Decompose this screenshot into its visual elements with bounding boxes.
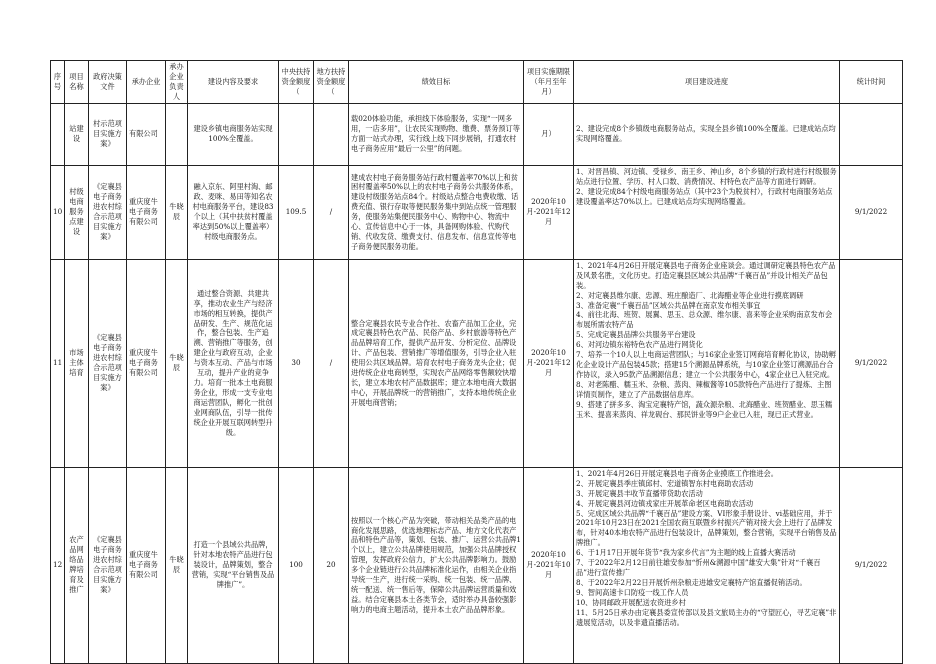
cell-company: 重庆度牛电子商务有限公司 xyxy=(127,467,166,663)
cell-name: 农产品网络品牌培育及推广 xyxy=(65,467,89,663)
cell-central-fund xyxy=(279,103,314,165)
cell-central-fund: 30 xyxy=(279,259,314,467)
header-goal: 绩效目标 xyxy=(349,61,524,104)
cell-stat-time xyxy=(840,103,903,165)
cell-content: 通过整合资源、共建共享，推动农业生产与经济市场的相互转换，提供产品研发、生产、规范化运作，整合包装、生产追溯、营销推广等服务，创建企业与政府互动，企业与资本互动、产品与市场互动，提升产业的竞争力。培育一批本土电商服务企业，形成一支专业电商运营团队，孵化一批创业网商队伍，引导一批传统企业开展互联网转型升级。 xyxy=(188,259,279,467)
cell-period: 2020年10月-2021年12月 xyxy=(524,165,574,259)
header-content: 建设内容及要求 xyxy=(188,61,279,104)
cell-period: 2020年10月-2021年10月 xyxy=(524,467,574,663)
cell-company: 重庆度牛电子商务有限公司 xyxy=(127,259,166,467)
cell-policy: 《定襄县电子商务进农村综合示范项目实施方案》 xyxy=(89,165,127,259)
cell-stat-time: 9/1/2022 xyxy=(840,259,903,467)
cell-central-fund: 100 xyxy=(279,467,314,663)
cell-seq xyxy=(51,103,65,165)
project-table xyxy=(50,60,903,664)
header-policy: 政府决策文件 xyxy=(89,61,127,104)
cell-goal: 建成农村电子商务服务站行政村覆盖率70%以上和贫困村覆盖率50%以上的农村电子商务公共服务体系，建设村级服务站点84个。村级站点整合电费收缴、话费充值、银行存取等便民服务集中到站点统一管理服务，使服务站集便民服务中心、购物中心、物流中心、宣传信息中心于一体，具备网购体验、代购代销、代收发货、缴费支付、信息发布、信息宣传等电子商务便民服务功能。 xyxy=(349,165,524,259)
cell-progress: 1、2021年4月26日开展定襄县电子商务企业摸底工作推进会。 2、开展定襄县季庄镇邱村、宏道镇智东村电商助农活动 3、开展定襄县丰收节直播带货助农活动 4、开展定襄县河边镇戎家庄开展革命老区电商助农活动 5、完成区域公共品牌“千襄百品”建设方案、VI形象手册设计、vi基础应用，并于2021年10月23日在2021全国农商互联暨乡村振兴产销对接大会上进行了品牌发布，针对40本地农特产品进行包装设计，品牌策划，整合营销，实现平台销售及品牌推广。 6、于1月17日开展年货节“我为家乡代言”为主题的线上直播大赛活动 7、于2022年2月12日前往雄安参加“忻州&溯源中国”雄安大集”针对“千襄百品”进行宣传推广 8、于2022年2月22日开展忻州杂粮走进雄安定襄特产馆直播促销活动。 9、智间高速卡口防疫一线工作人员 10、协同邮政开展配送农资进乡村 11、5月25日承办由定襄县委宣传部以及县文旅局主办的“守望匠心，寻艺定襄”非遗展览活动，以及非遗直播活动。 xyxy=(574,467,840,663)
cell-goal: 按照以一个核心产品为突破，带动相关品类产品的电商化发展思路，优选地理标志产品、地方文化代表产品和特色产品等，策划、包装、推广、运营公共品牌1个以上，建立公共品牌使用规范，加强公共品牌授权管理，发挥政府公信力，扩大公共品牌影响力。鼓励多个企业链进行公共品牌标准化运作，由相关企业指导统一生产，进行统一采购、统一包装、统一品牌、统一配送、统一售后等，保障公共品牌运营质量和效益。结合定襄县本土各类节会，适时举办具备较强影响力的电商主题活动，提升本土农产品品牌形象。 xyxy=(349,467,524,663)
cell-content: 打造一个县域公共品牌，针对本地农特产品进行包装设计，品牌策划，整合营销，实现“平台销售及品牌推广”。 xyxy=(188,467,279,663)
cell-policy: 《定襄县电子商务进农村综合示范项目实施方案》 xyxy=(89,467,127,663)
header-central-fund: 中央扶持资金额度（ xyxy=(279,61,314,104)
table-row xyxy=(51,103,903,165)
cell-policy: 《定襄县电子商务进农村综合示范项目实施方案》 xyxy=(89,259,127,467)
cell-name: 站建设 xyxy=(65,103,89,165)
cell-local-fund: / xyxy=(314,259,349,467)
cell-local-fund: 20 xyxy=(314,467,349,663)
header-stat-time: 统计时间 xyxy=(840,61,903,104)
header-row xyxy=(51,61,903,104)
cell-policy: 村示范项目实施方案》 xyxy=(89,103,127,165)
header-local-fund: 地方扶持资金额度（ xyxy=(314,61,349,104)
header-project-name: 项目名称 xyxy=(65,61,89,104)
cell-local-fund xyxy=(314,103,349,165)
header-company: 承办企业 xyxy=(127,61,166,104)
cell-period: 月） xyxy=(524,103,574,165)
cell-name: 村级电商服务点建设 xyxy=(65,165,89,259)
cell-local-fund: / xyxy=(314,165,349,259)
cell-company: 重庆度牛电子商务有限公司 xyxy=(127,165,166,259)
cell-progress: 1、2021年4月26日开展定襄县电子商务企业座谈会。通过调研定襄县特色农产品及风景名胜，文化历史。打造定襄县区域公共品牌“千襄百品”并设计相关产品包装。 2、对定襄县维尔康、忠源、班庄酿造厂、北海醋业等企业进行摸底调研 3、准备定襄“千襄百品”区域公共品牌在南京发布相关事宜 4、前往北海、班贺、展翼、思玉、总众源、维尔康、喜来等企业采购南京发布会布展所需农特产品 5、完成定襄县品牌公共服务平台建设 6、对河边镇东裕特色农产品进行网货化 7、培养一个10人以上电商运营团队；与16家企业签订网商培育孵化协议，协助孵化企业设计产品包装45款；搭建15个溯源品牌系统，与10家企业签订溯源品台合作协议，录入95款产品溯源信息；建立一个公共服务中心，4家企业已入驻完成。 8、对老陈醋、糯玉米、杂粮、蒸肉、辣椒酱等105款特色产品进行了提炼、主图详情页制作，建立了产品数据信息库。 9、搭建了拼多多、淘宝定襄特产馆，蔬众源杂粮、北海醋业、班贺醋业、思玉糯玉米、提喜来蒸肉、祥龙砚台、那民饼业等9户企业已入驻，现已正式营业。 xyxy=(574,259,840,467)
cell-goal: 整合定襄县农民专业合作社、农畜产品加工企业，完成定襄县特色农产品、民俗产品、乡村旅游等特色产品品牌培育工作，提供产品开发、分析定位、品牌设计、产品包装、营销推广等增值服务，引导企业入驻使用公共区域品牌。培育农村电子商务龙头企业；促进传统企业电商转型，实现农产品网络零售额较快增长，建立本地农村产品数据库；建立本地电商大数据中心，开展品牌统一的营销推广，支持本地传统企业开展电商营销； xyxy=(349,259,524,467)
table-row xyxy=(51,259,903,467)
table-row xyxy=(51,467,903,663)
cell-period: 2020年10月-2021年12月 xyxy=(524,259,574,467)
header-seq: 序号 xyxy=(51,61,65,104)
cell-person: 牛晓辰 xyxy=(166,259,188,467)
header-progress: 项目建设进度 xyxy=(574,61,840,104)
cell-stat-time: 9/1/2022 xyxy=(840,467,903,663)
header-person: 承办企业负责人 xyxy=(166,61,188,104)
cell-content: 融入京东、阿里村淘、邮政、麦咪、易田等知名农村电商服务平台，建设83个以上（其中扶贫村覆盖率达到50%以上覆盖率）村级电商服务点。 xyxy=(188,165,279,259)
cell-progress: 2、建设完成8个乡镇级电商服务站点，实现全县乡镇100%全覆盖。已建成站点均实现网络覆盖。 xyxy=(574,103,840,165)
header-period: 项目实施期限（年月至年月） xyxy=(524,61,574,104)
cell-seq: 12 xyxy=(51,467,65,663)
cell-seq: 10 xyxy=(51,165,65,259)
cell-progress: 1、对晋昌镇、河边镇、受禄乡、南王乡、神山乡，8个乡镇的行政村进行村级服务站点进行位置、学历、村人口数、消费情况、村特色农产品等方面进行调研。 2、建设完成84个村级电商服务站点（其中23个为脱贫村），行政村电商服务站点建设覆盖率达70%以上。已建成站点均实现网络覆盖。 xyxy=(574,165,840,259)
cell-stat-time: 9/1/2022 xyxy=(840,165,903,259)
table-row xyxy=(51,165,903,259)
cell-goal: 载020体验功能，承担线下体验服务，实现“一网多用，一店多用”，让农民实现购物、缴费、票务预订等方面一站式办理，实行线上线下同步展销，打通农村电子商务应用“最后一公里”的问题。 xyxy=(349,103,524,165)
cell-content: 建设乡镇电商服务站实现100%全覆盖。 xyxy=(188,103,279,165)
cell-person: 牛晓辰 xyxy=(166,165,188,259)
cell-person xyxy=(166,103,188,165)
cell-seq: 11 xyxy=(51,259,65,467)
cell-company: 有限公司 xyxy=(127,103,166,165)
cell-central-fund: 109.5 xyxy=(279,165,314,259)
cell-name: 市场主体培育 xyxy=(65,259,89,467)
cell-person: 牛晓辰 xyxy=(166,467,188,663)
